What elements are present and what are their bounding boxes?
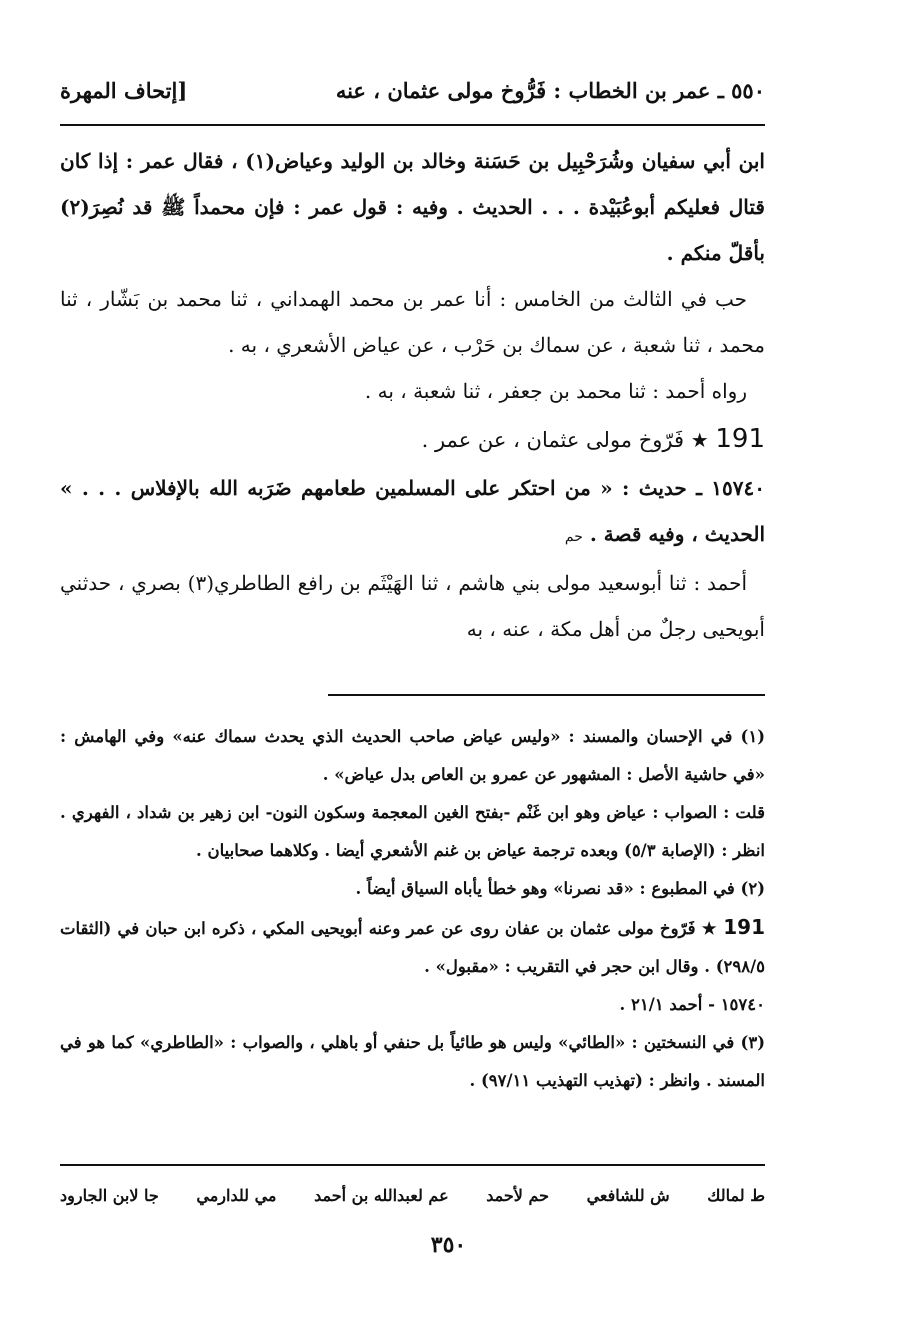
source-abbrev: ش للشافعي	[586, 1185, 670, 1205]
source-mark: حم	[564, 529, 583, 545]
footnote-2: (٢) في المطبوع : «قد نصرنا» وهو خطأ يأباه السياق أيضاً .	[355, 879, 765, 898]
paragraph-1: ابن أبي سفيان وشُرَحْبِيل بن حَسَنة وخالد بن الوليد وعياض(١) ، فقال عمر : إذا كان قتال فعليكم أبوعُبَيْدة . . . الحديث . وفيه : قول عمر : فإن محمداً ﷺ قد نُصِرَ(٢) بأقلّ منكم .	[60, 149, 765, 265]
footnote-1-comment: قلت : الصواب : عياض وهو ابن غَنْم -بفتح الغين المعجمة وسكون النون- ابن زهير بن شداد ، الفهري . انظر : (الإصابة ٥/٣) وبعده ترجمة عياض بن غنم الأشعري أيضا . وكلاهما صحابيان .	[60, 803, 765, 860]
paragraph-2: حب في الثالث من الخامس : أنا عمر بن محمد الهمداني ، ثنا محمد بن بَشّار ، ثنا محمد ، ثنا شعبة ، عن سماك بن حَرْب ، عن عياض الأشعري ، به .	[60, 287, 765, 357]
running-header	[60, 70, 765, 110]
source-abbrev: عم لعبدالله بن أحمد	[314, 1185, 449, 1205]
footnote-rule	[328, 694, 765, 696]
footnote-3: (٣) في النسختين : «الطائي» وليس هو طائياً بل حنفي أو باهلي ، والصواب : «الطاطري» كما هو في المسند . وانظر : (تهذيب التهذيب ٩٧/١١) .	[60, 1033, 765, 1090]
star-icon: ★	[690, 428, 709, 452]
source-abbrev: مي للدارمي	[196, 1185, 277, 1205]
narrator-name: فَرّوخ مولى عثمان ، عن عمر .	[421, 428, 685, 452]
footnote-narrator-number: 191	[723, 915, 765, 939]
sources-legend	[60, 1176, 765, 1214]
footnotes	[60, 718, 765, 1100]
footnote-1: (١) في الإحسان والمسند : «وليس عياض صاحب الحديث الذي يحدث سماك عنه» وفي الهامش : «في حاشية الأصل : المشهور عن عمرو بن العاص بدل عياض» .	[60, 727, 765, 784]
source-abbrev: ط لمالك	[707, 1185, 765, 1205]
header-rule	[60, 124, 765, 126]
main-text	[60, 138, 765, 652]
paragraph-6: أحمد : ثنا أبوسعيد مولى بني هاشم ، ثنا الهَيْثَم بن رافع الطاطري(٣) بصري ، حدثني أبويحيى رجلٌ من أهل مكة ، عنه ، به	[60, 571, 765, 641]
star-icon: ★	[701, 919, 718, 938]
narrator-number: 191	[715, 424, 765, 454]
header-book-name: [إتحاف المهرة	[60, 77, 188, 103]
page-number: ٣٥٠	[430, 1232, 467, 1258]
hadith-entry	[60, 465, 765, 560]
source-abbrev: جا لابن الجارود	[60, 1185, 159, 1205]
hadith-text: ١٥٧٤٠ ـ حديث : « من احتكر على المسلمين طعامهم ضَرَبه الله بالإفلاس . . . » الحديث ، وفيه قصة .	[60, 476, 765, 546]
paragraph-3: رواه أحمد : ثنا محمد بن جعفر ، ثنا شعبة ، به .	[364, 379, 747, 403]
footnote-narrator-text: فَرّوخ مولى عثمان بن عفان روى عن عمر وعنه أبويحيى المكي ، ذكره ابن حبان في (الثقات ٢٩٨/٥) . وقال ابن حجر في التقريب : «مقبول» .	[60, 919, 765, 976]
footnote-reference: ١٥٧٤٠ - أحمد ٢١/١ .	[619, 995, 765, 1014]
sources-rule	[60, 1164, 765, 1166]
footnote-narrator	[60, 908, 765, 986]
source-abbrev: حم لأحمد	[486, 1185, 549, 1205]
header-title: ٥٥٠ ـ عمر بن الخطاب : فَرُّوخ مولى عثمان ، عنه	[335, 77, 765, 103]
narrator-heading	[60, 414, 765, 465]
